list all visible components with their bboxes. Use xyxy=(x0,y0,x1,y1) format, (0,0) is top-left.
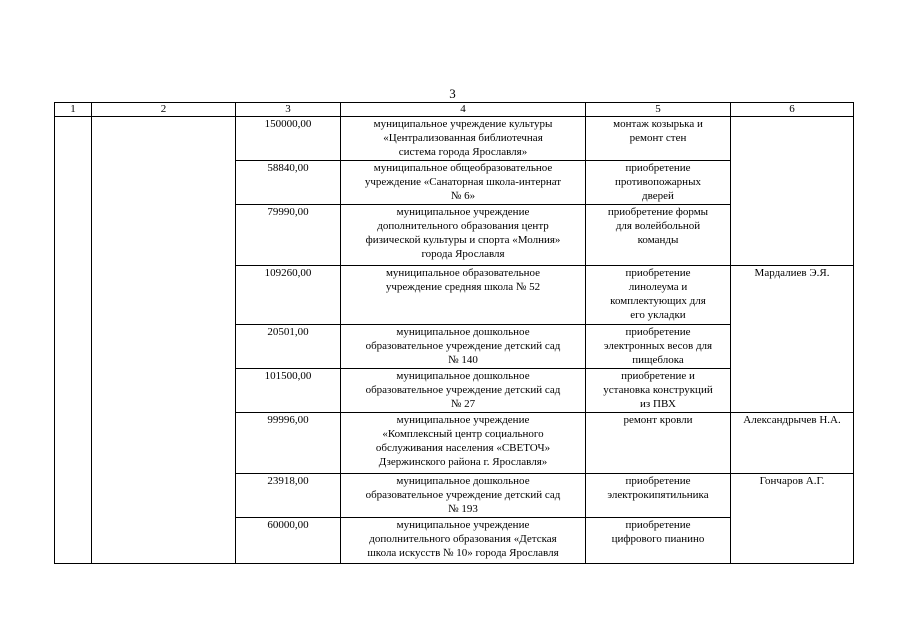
sum-cell: 99996,00 xyxy=(236,413,341,474)
cell-line: приобретение xyxy=(625,519,691,531)
cell-line: муниципальное дошкольное xyxy=(396,475,530,487)
cell-line: приобретение формы xyxy=(607,206,709,218)
sum-cell: 23918,00 xyxy=(236,474,341,518)
cell-line: комплектующих для xyxy=(610,295,706,307)
purpose-cell xyxy=(586,413,731,474)
cell-line: школа искусств № 10» города Ярославля xyxy=(367,547,559,559)
column-1-cell xyxy=(55,117,92,564)
institution-cell xyxy=(341,205,586,266)
cell-line: физической культуры и спорта «Молния» xyxy=(365,234,561,246)
cell-line: система города Ярославля» xyxy=(398,146,528,158)
purpose-cell xyxy=(586,518,731,564)
institution-cell xyxy=(341,369,586,413)
cell-line: команды xyxy=(637,234,679,246)
cell-line: противопожарных xyxy=(615,176,701,188)
institution-cell xyxy=(341,161,586,205)
cell-line: № 6» xyxy=(450,190,476,202)
cell-line: образовательное учреждение детский сад xyxy=(365,489,561,501)
cell-line: приобретение и xyxy=(621,370,695,382)
cell-line: электрокипятильника xyxy=(607,489,709,501)
responsible-person-cell: Мардалиев Э.Я. xyxy=(731,266,854,413)
cell-line: линолеума и xyxy=(628,281,688,293)
purpose-cell xyxy=(586,205,731,266)
sum-cell: 79990,00 xyxy=(236,205,341,266)
cell-line: его укладки xyxy=(630,309,686,321)
purpose-cell xyxy=(586,161,731,205)
cell-line: учреждение средняя школа № 52 xyxy=(385,281,541,293)
column-header: 4 xyxy=(341,103,586,117)
institution-cell xyxy=(341,518,586,564)
cell-line: муниципальное дошкольное xyxy=(396,370,530,382)
cell-line: Дзержинского района г. Ярославля» xyxy=(378,456,548,468)
cell-line: муниципальное общеобразовательное xyxy=(373,162,553,174)
sum-cell: 150000,00 xyxy=(236,117,341,161)
sum-cell: 109260,00 xyxy=(236,266,341,325)
cell-line: установка конструкций xyxy=(603,384,713,396)
cell-line: дополнительного образования центр xyxy=(377,220,549,232)
column-header: 2 xyxy=(92,103,236,117)
institution-cell xyxy=(341,266,586,325)
cell-line: муниципальное дошкольное xyxy=(396,326,530,338)
cell-line: № 140 xyxy=(448,354,478,366)
cell-line: для волейбольной xyxy=(615,220,701,232)
institution-cell xyxy=(341,325,586,369)
deputies-allocation-table xyxy=(54,102,854,564)
column-header: 3 xyxy=(236,103,341,117)
cell-line: ремонт кровли xyxy=(623,414,693,426)
responsible-person-cell: Александрычев Н.А. xyxy=(731,413,854,474)
institution-cell xyxy=(341,117,586,161)
sum-cell: 58840,00 xyxy=(236,161,341,205)
cell-line: муниципальное учреждение xyxy=(396,206,530,218)
purpose-cell xyxy=(586,266,731,325)
cell-line: учреждение «Санаторная школа-интернат xyxy=(364,176,562,188)
sum-cell: 20501,00 xyxy=(236,325,341,369)
cell-line: приобретение xyxy=(625,162,691,174)
page-number: 3 xyxy=(449,86,456,101)
purpose-cell xyxy=(586,474,731,518)
institution-cell xyxy=(341,474,586,518)
cell-line: муниципальное учреждение xyxy=(396,414,530,426)
cell-line: пищеблока xyxy=(632,354,684,366)
responsible-person-cell: Гончаров А.Г. xyxy=(731,474,854,564)
cell-line: муниципальное учреждение xyxy=(396,519,530,531)
column-header: 6 xyxy=(731,103,854,117)
cell-line: № 193 xyxy=(448,503,478,515)
column-2-cell xyxy=(92,117,236,564)
cell-line: «Централизованная библиотечная xyxy=(383,132,543,144)
cell-line: муниципальное учреждение культуры xyxy=(373,118,553,130)
table-row xyxy=(55,117,854,161)
cell-line: монтаж козырька и xyxy=(613,118,703,130)
cell-line: образовательное учреждение детский сад xyxy=(365,340,561,352)
cell-line: приобретение xyxy=(625,475,691,487)
purpose-cell xyxy=(586,325,731,369)
column-header: 1 xyxy=(55,103,92,117)
cell-line: приобретение xyxy=(625,267,691,279)
cell-line: дверей xyxy=(642,190,674,202)
cell-line: обслуживания населения «СВЕТОЧ» xyxy=(375,442,551,454)
cell-line: цифрового пианино xyxy=(611,533,705,545)
cell-line: ремонт стен xyxy=(629,132,687,144)
cell-line: дополнительного образования «Детская xyxy=(369,533,557,545)
cell-line: из ПВХ xyxy=(640,398,676,410)
cell-line: «Комплексный центр социального xyxy=(382,428,544,440)
column-header: 5 xyxy=(586,103,731,117)
person-cell-empty xyxy=(731,117,854,266)
sum-cell: 60000,00 xyxy=(236,518,341,564)
cell-line: муниципальное образовательное xyxy=(385,267,541,279)
purpose-cell xyxy=(586,369,731,413)
column-number-row xyxy=(55,103,854,117)
cell-line: образовательное учреждение детский сад xyxy=(365,384,561,396)
purpose-cell xyxy=(586,117,731,161)
cell-line: приобретение xyxy=(625,326,691,338)
cell-line: электронных весов для xyxy=(603,340,713,352)
institution-cell xyxy=(341,413,586,474)
cell-line: № 27 xyxy=(450,398,476,410)
sum-cell: 101500,00 xyxy=(236,369,341,413)
cell-line: города Ярославля xyxy=(421,248,505,260)
